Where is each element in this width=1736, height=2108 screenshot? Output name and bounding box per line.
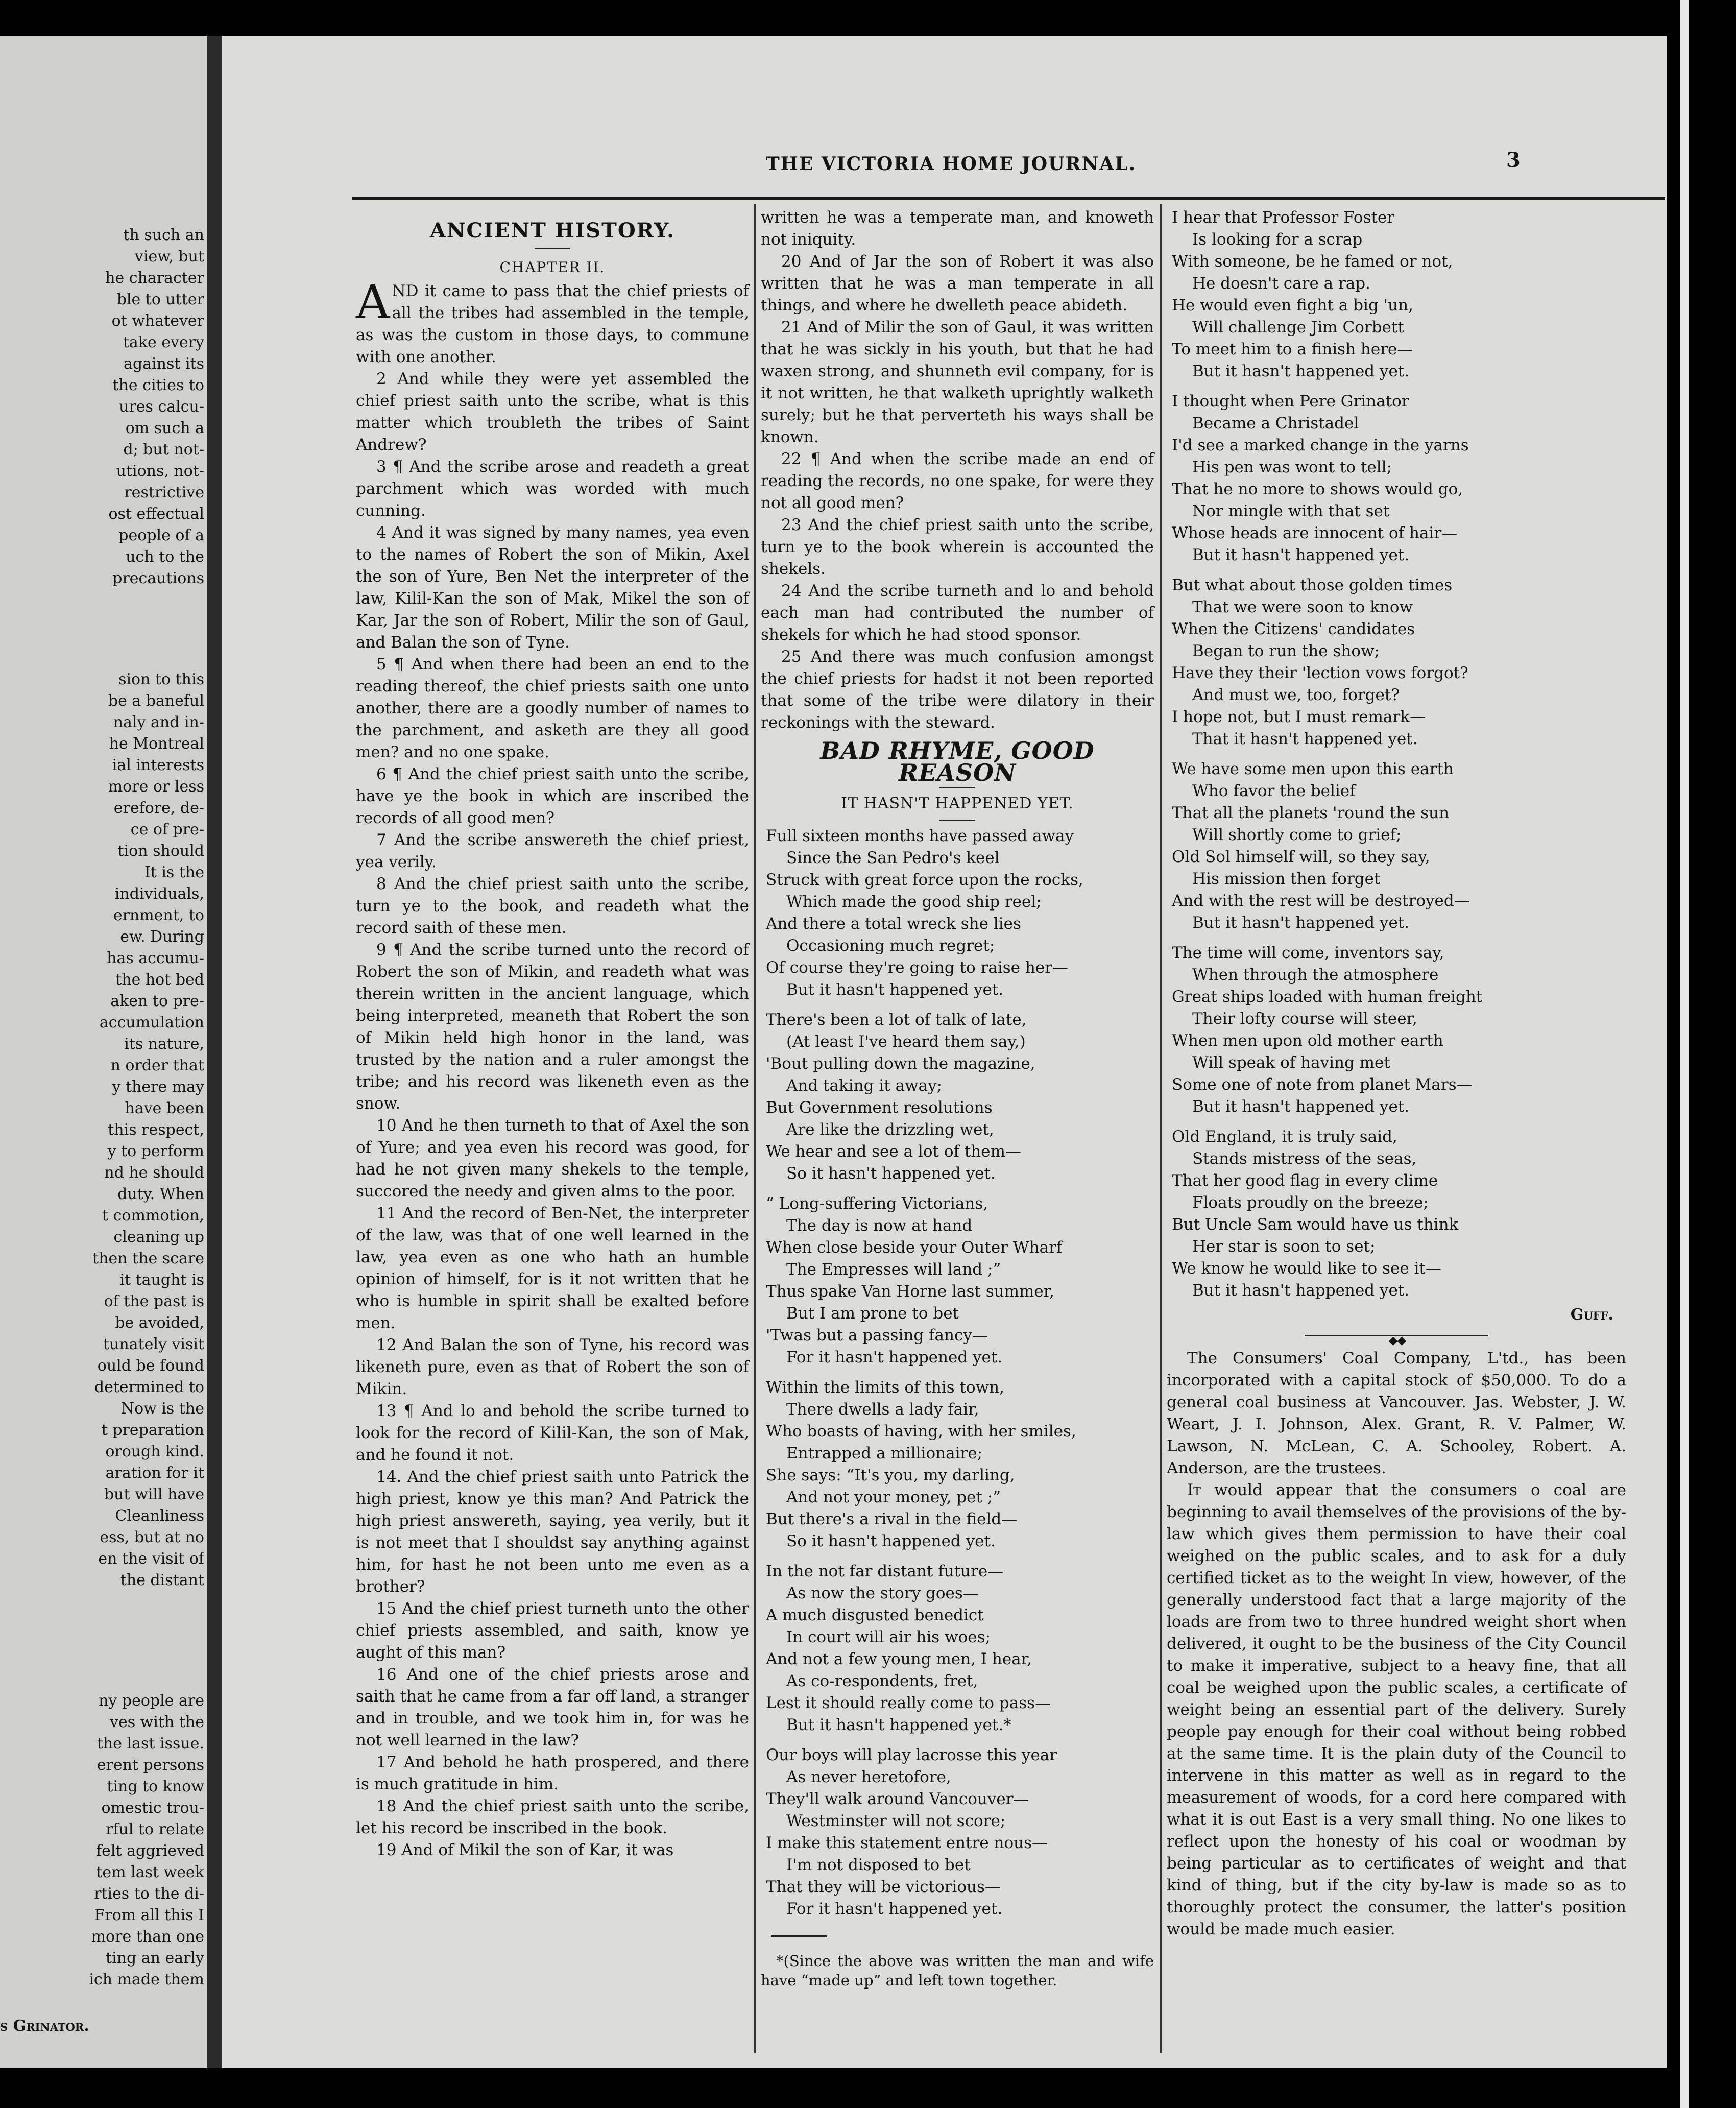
poem-line: Old Sol himself will, so they say, (1172, 848, 1430, 866)
footnote-rule (771, 1935, 827, 1937)
fragment-line: have been (125, 1099, 204, 1117)
news-body: would appear that the consumers o coal are beginning to avail themselves of the provisions of the by-law which gives them permission to have their coal weighed on the public scales, and to ask for a duly certified ticket as to the weight In view, however, of the generally understood fact that a large majority of the loads are from two to three hundred weight short when delivered, it ought to be the business of the City Council to make it imperative, subject to a heavy fine, that all coal be weighed upon the public scales, a certificate of weight being an essential part of the delivery. Surely people pay enough for their coal without being robbed at the same time. It is the plain duty of the Council to intervene in this matter as well as in regard to the measurement of woods, for a cord here compared with what it is out East is a very small thing. No one likes to reflect upon the honesty of his coal or woodman by being particular as to certificates of weight and that kind of thing, but if the city by-law is made so as to thoroughly protect the consumer, the latter's position would be made much easier. (1167, 1481, 1627, 1938)
verse: 19 And of Mikil the son of Kar, it was (376, 1841, 674, 1859)
poem-stanza (766, 1561, 1154, 1736)
footnote: *(Since the above was written the man and wife have “made up” and left town together. (761, 1952, 1154, 1989)
poem-line: His mission then forget (1192, 870, 1381, 888)
verse: 15 And the chief priest turneth unto the other chief priests assembled, and saith, know ye aught of this man? (356, 1599, 749, 1662)
fragment-line: he character (105, 269, 204, 287)
poem-stanza (1172, 574, 1626, 750)
poem-line: But there's a rival in the field— (766, 1510, 1018, 1528)
verse: 6 ¶ And the chief priest saith unto the scribe, have ye the book in which are inscribed the records of all good men? (356, 765, 749, 827)
poem-line: Our boys will play lacrosse this year (766, 1746, 1057, 1764)
poem-line: Stands mistress of the seas, (1192, 1149, 1417, 1168)
poem-line: Occasioning much regret; (786, 937, 995, 955)
fragment-line: felt aggrieved (96, 1842, 204, 1860)
fragment-line: restrictive (124, 484, 204, 501)
poem-line: A much disgusted benedict (766, 1606, 984, 1624)
fragment-line: he Montreal (109, 735, 204, 753)
fragment-line: take every (123, 333, 204, 351)
fragment-line: against its (124, 355, 204, 373)
fragment-line: ting an early (106, 1949, 204, 1967)
fragment-line: ess, but at no (100, 1528, 204, 1546)
poem-stanzas (761, 825, 1154, 1920)
fragment-line: ce of pre- (130, 821, 204, 839)
poem-stanza (766, 1744, 1154, 1920)
poem-line: Nor mingle with that set (1192, 502, 1390, 520)
verse: 24 And the scribe turneth and lo and behold each man had contributed the number of shekels for which he had stood sponsor. (761, 582, 1154, 644)
fragment-line: then the scare (92, 1250, 204, 1267)
fragment-line: d; but not- (123, 441, 204, 459)
poem-stanza (766, 825, 1154, 1001)
poem-line: Some one of note from planet Mars— (1172, 1075, 1473, 1094)
left-page-text-block-3 (0, 1690, 204, 1991)
poem-line: They'll walk around Vancouver— (766, 1790, 1029, 1808)
news-item-coal-company: The Consumers' Coal Company, L'td., has been incorporated with a capital stock of $50,000. To do a general coal business at Vancouver. Jas. Webster, J. W. Weart, J. I. Johnson, Alex. Grant, R. V. Palmer, W. Lawson, N. McLean, C. A. Schooley, Robert. A. Anderson, are the trustees. (1167, 1349, 1626, 1477)
poem-line: As never heretofore, (786, 1768, 951, 1786)
poem-line: Entrapped a millionaire; (786, 1444, 983, 1463)
fragment-line: more than one (91, 1928, 204, 1946)
fragment-line: the cities to (112, 376, 204, 394)
poem-stanza (766, 1377, 1154, 1552)
poem-line: The Empresses will land ;” (786, 1260, 1001, 1279)
fragment-line: determined to (94, 1378, 204, 1396)
poem-line: Of course they're going to raise her— (766, 959, 1068, 977)
fragment-line: ost effectual (108, 505, 204, 523)
fragment-line: ble to utter (116, 291, 204, 308)
left-page-text-block-1 (0, 225, 204, 589)
column-right (1167, 207, 1626, 1941)
fragment-line: erefore, de- (113, 799, 204, 817)
news-lead-word: It (1187, 1481, 1201, 1499)
poem-line: Which made the good ship reel; (786, 893, 1042, 911)
poem-line: Struck with great force upon the rocks, (766, 871, 1083, 889)
drop-cap: A (356, 275, 390, 329)
poem-line: That we were soon to know (1192, 598, 1413, 616)
poem-title-rule (939, 820, 975, 821)
fragment-line: tunately visit (103, 1335, 204, 1353)
fragment-line: ich made them (89, 1971, 204, 1989)
fragment-line: en the visit of (98, 1550, 204, 1568)
poem-line: When the Citizens' candidates (1172, 620, 1415, 638)
fragment-line: sion to this (118, 670, 204, 688)
fragment-line: ould be found (97, 1357, 204, 1375)
left-page-text-block-2 (0, 669, 204, 1591)
poem-line: But what about those golden times (1172, 576, 1453, 594)
poem-line: In court will air his woes; (786, 1628, 991, 1646)
verse: 3 ¶ And the scribe arose and readeth a great parchment which was worded with much cunning. (356, 458, 749, 520)
poem-line: Her star is soon to set; (1192, 1237, 1376, 1256)
verse: 23 And the chief priest saith unto the scribe, turn ye to the book wherein is accounted the shekels. (761, 516, 1154, 578)
poem-line: Became a Christadel (1192, 414, 1359, 433)
poem-line: “ Long-suffering Victorians, (766, 1194, 988, 1213)
fragment-line: but will have (104, 1486, 204, 1503)
fragment-line: t commotion, (102, 1207, 204, 1225)
verse: 25 And there was much confusion amongst the chief priests for hadst it not been reported that some of the tribe were dilatory in their reckonings with the steward. (761, 648, 1154, 732)
verse: 14. And the chief priest saith unto Patrick the high priest, know ye this man? And Patrick the high priest answereth, saying, yea verily, but it is not meet that I shouldst say anything against him, for hast he not been unto me even as a brother? (356, 1468, 749, 1596)
poem-line: Westminster will not score; (786, 1812, 1006, 1830)
fragment-line: om such a (125, 419, 204, 437)
verse: 12 And Balan the son of Tyne, his record was likeneth pure, even as that of Robert the son of Mikin. (356, 1336, 749, 1398)
poem-line: Floats proudly on the breeze; (1192, 1193, 1429, 1212)
poem-stanza (1172, 391, 1626, 566)
verse: 4 And it was signed by many names, yea even to the names of Robert the son of Mikin, Axel the son of Yure, Ben Net the interpreter of the law, Kilil-Kan the son of Mak, Mikel the son of Kar, Jar the son of Robert, Milir the son of Gaul, and Balan the son of Tyne. (356, 523, 749, 652)
fragment-line: uch to the (126, 548, 204, 566)
fragment-line: be a baneful (108, 692, 204, 710)
fragment-line: ting to know (107, 1778, 204, 1795)
poem-line: When through the atmosphere (1192, 966, 1439, 984)
chapter-heading: CHAPTER II. (499, 259, 606, 276)
fragment-line: view, but (134, 248, 204, 266)
poem-line: Will shortly come to grief; (1192, 826, 1402, 844)
poem-line: Will challenge Jim Corbett (1192, 318, 1404, 337)
fragment-line: ures calcu- (119, 398, 204, 416)
fragment-line: th such an (123, 226, 204, 244)
poem-line: The day is now at hand (786, 1216, 973, 1235)
fragment-line: accumulation (99, 1014, 204, 1032)
poem-stanza (1172, 758, 1626, 934)
poem-line: So it hasn't happened yet. (786, 1532, 996, 1550)
poem-line: I'd see a marked change in the yarns (1172, 436, 1469, 454)
column-divider (754, 204, 756, 2053)
verse: 2 And while they were yet assembled the chief priest saith unto the scribe, what is this matter which troubleth the tribes of Saint Andrew? (356, 370, 749, 454)
fragment-line: orough kind. (105, 1443, 204, 1460)
poem-line: Thus spake Van Horne last summer, (766, 1282, 1055, 1301)
poem-line: Have they their 'lection vows forgot? (1172, 664, 1468, 682)
fragment-line: It is the (144, 864, 204, 881)
title-rule (535, 248, 570, 249)
fragment-line: has accumu- (107, 949, 204, 967)
fragment-line: Cleanliness (115, 1507, 204, 1525)
poem-section-heading: BAD RHYME, GOOD REASON (820, 737, 1095, 786)
column-middle (761, 207, 1154, 1990)
poem-line: Their lofty course will steer, (1192, 1010, 1417, 1028)
fragment-line: ial interests (112, 756, 204, 774)
poem-line: I thought when Pere Grinator (1172, 392, 1409, 411)
poem-line: And there a total wreck she lies (766, 915, 1021, 933)
fragment-line: its nature, (124, 1035, 204, 1053)
poem-line: Within the limits of this town, (766, 1378, 1004, 1397)
poem-line: That all the planets 'round the sun (1172, 804, 1450, 822)
fragment-line: ew. During (120, 928, 204, 946)
poem-line: Who boasts of having, with her smiles, (766, 1422, 1076, 1441)
poem-signature: Guff. (1570, 1306, 1613, 1324)
poem-line: His pen was wont to tell; (1192, 458, 1392, 476)
header-rule (352, 197, 1665, 200)
fragment-line: ot whatever (111, 312, 204, 330)
poem-line: 'Bout pulling down the magazine, (766, 1055, 1035, 1073)
fragment-line: more or less (108, 778, 204, 796)
verse: 8 And the chief priest saith unto the scribe, turn ye to the book, and readeth what the record saith of these men. (356, 875, 749, 937)
verse: 18 And the chief priest saith unto the scribe, let his record be inscribed in the book. (356, 1797, 749, 1837)
scan-border (1667, 0, 1736, 2108)
verse: 17 And behold he hath prospered, and there is much gratitude in him. (356, 1753, 749, 1793)
verse-list-continued (761, 207, 1154, 734)
fragment-line: people of a (118, 526, 204, 544)
poem-line: And with the rest will be destroyed— (1172, 892, 1470, 910)
poem-line: That he no more to shows would go, (1172, 480, 1463, 498)
poem-line: But it hasn't happened yet. (1192, 362, 1410, 380)
heading-rule (939, 787, 975, 788)
poem-stanza (1172, 1126, 1626, 1302)
fragment-line: aken to pre- (110, 992, 204, 1010)
left-page-fragment (0, 36, 207, 2068)
poem-stanza (766, 1193, 1154, 1369)
poem-line: He would even fight a big 'un, (1172, 296, 1413, 315)
poem-line: Began to run the show; (1192, 642, 1380, 660)
poem-line: As co-respondents, fret, (786, 1672, 978, 1690)
poem-line: I hope not, but I must remark— (1172, 708, 1426, 726)
poem-line: So it hasn't happened yet. (786, 1164, 996, 1183)
verse: 5 ¶ And when there had been an end to the reading thereof, the chief priests saith one unto another, there are a goodly number of names to the parchment, and asketh are they all good men? and no one spake. (356, 655, 749, 761)
poem-line: For it hasn't happened yet. (786, 1900, 1003, 1918)
column-ancient-history (356, 207, 749, 1861)
verse: 16 And one of the chief priests arose and saith that he came from a far off land, a stranger and in trouble, and we took him in, for was he not well learned in the law? (356, 1665, 750, 1750)
poem-stanza (1172, 942, 1626, 1118)
fragment-line: precautions (112, 569, 204, 587)
poem-line: There's been a lot of talk of late, (766, 1011, 1027, 1029)
poem-line: But Uncle Sam would have us think (1172, 1215, 1459, 1234)
poem-line: But it hasn't happened yet. (1192, 1097, 1410, 1116)
poem-line: With someone, be he famed or not, (1172, 252, 1453, 271)
poem-line: We have some men upon this earth (1172, 760, 1454, 778)
section-ornament: ◆◆ (1305, 1335, 1488, 1336)
poem-line: But it hasn't happened yet. (1192, 546, 1410, 564)
fragment-line: From all this I (94, 1906, 204, 1924)
page-number: 3 (1506, 148, 1521, 172)
fragment-line: rties to the di- (94, 1885, 204, 1903)
fragment-line: tion should (117, 842, 204, 860)
poem-line: But it hasn't happened yet. (1192, 1281, 1410, 1300)
fragment-line: t preparation (101, 1421, 204, 1439)
fragment-line: be avoided, (115, 1314, 204, 1332)
poem-line: But it hasn't happened yet. (786, 980, 1004, 999)
fragment-line: the distant (120, 1571, 204, 1589)
poem-line: She says: “It's you, my darling, (766, 1466, 1015, 1484)
fragment-line: rful to relate (106, 1820, 204, 1838)
fragment-line: duty. When (117, 1185, 204, 1203)
fragment-line: tem last week (96, 1863, 204, 1881)
poem-line: We hear and see a lot of them— (766, 1142, 1021, 1161)
verse: 21 And of Milir the son of Gaul, it was written that he was sickly in his youth, but that he had waxen strong, and shunneth evil company, for is it not written, he that walketh uprightly walketh surely; but he that perverteth his ways shall be known. (761, 318, 1154, 446)
news-item-coal-weighing (1167, 1479, 1626, 1941)
poem-line: (At least I've heard them say,) (786, 1033, 1026, 1051)
poem-line: And not a few young men, I hear, (766, 1650, 1032, 1668)
verse: 11 And the record of Ben-Net, the interpreter of the law, was that of one well learned in the law, yea even as one who hath an humble opinion of himself, for is it not written that he who is humble in spirit shall be exalted before men. (356, 1204, 749, 1332)
fragment-line: aration for it (105, 1464, 204, 1482)
poem-line: I'm not disposed to bet (786, 1856, 971, 1874)
poem-title: IT HASN'T HAPPENED YET. (841, 795, 1074, 812)
poem-stanzas-continued (1167, 207, 1626, 1302)
poem-line: But I am prone to bet (786, 1304, 959, 1323)
left-page-signature: s Grinator. (0, 2017, 89, 2035)
fragment-line: Now is the (120, 1400, 204, 1418)
poem-line: Lest it should really come to pass— (766, 1694, 1051, 1712)
poem-line: There dwells a lady fair, (786, 1400, 979, 1419)
verse: 20 And of Jar the son of Robert it was also written that he was a man temperate in all things, and where he dwelleth peace abideth. (761, 252, 1154, 315)
fragment-line: this respect, (108, 1121, 204, 1139)
fragment-line: individuals, (114, 885, 204, 903)
poem-line: To meet him to a finish here— (1172, 340, 1413, 358)
article-title: ANCIENT HISTORY. (429, 219, 676, 243)
poem-line: And must we, too, forget? (1192, 686, 1400, 704)
fragment-line: y to perform (107, 1142, 204, 1160)
poem-line: When close beside your Outer Wharf (766, 1238, 1063, 1257)
column-divider (1160, 204, 1162, 2053)
poem-line: But it hasn't happened yet. (1192, 914, 1410, 932)
fragment-line: the last issue. (97, 1735, 204, 1753)
poem-line: Who favor the belief (1192, 782, 1356, 800)
poem-line: Will speak of having met (1192, 1053, 1390, 1072)
verse: 7 And the scribe answereth the chief priest, yea verily. (356, 831, 749, 871)
fragment-line: it taught is (119, 1271, 204, 1289)
poem-line: Is looking for a scrap (1192, 230, 1363, 249)
poem-line: Whose heads are innocent of hair— (1172, 524, 1458, 542)
fragment-line: utions, not- (116, 462, 204, 480)
fragment-line: n order that (110, 1057, 204, 1074)
verse: 22 ¶ And when the scribe made an end of reading the records, no one spake, for were they not all good men? (761, 450, 1154, 512)
poem-line: That her good flag in every clime (1172, 1171, 1438, 1190)
verse: 10 And he then turneth to that of Axel the son of Yure; and yea even his record was good, for had he not given many shekels to the temple, succored the needy and given alms to the poor. (356, 1116, 749, 1201)
fragment-line: ernment, to (113, 906, 204, 924)
fragment-line: cleaning up (113, 1228, 204, 1246)
fragment-line: erent persons (97, 1756, 204, 1774)
poem-line: Full sixteen months have passed away (766, 827, 1074, 845)
verse: written he was a temperate man, and knoweth not iniquity. (761, 208, 1154, 249)
verse-list (356, 368, 749, 1861)
intro-text: ND it came to pass that the chief priests of all the tribes had assembled in the temple, as was the custom in those days, to commune with one another. (356, 282, 749, 366)
poem-line: Since the San Pedro's keel (786, 849, 1000, 867)
poem-line: And not your money, pet ;” (786, 1488, 1001, 1506)
fragment-line: the hot bed (115, 971, 204, 989)
page-header-title: THE VICTORIA HOME JOURNAL. (766, 153, 1137, 175)
poem-line: That they will be victorious— (766, 1878, 1001, 1896)
book-gutter (207, 36, 222, 2068)
poem-line: The time will come, inventors say, (1172, 944, 1444, 962)
poem-line: I hear that Professor Foster (1172, 208, 1395, 227)
fragment-line: ves with the (110, 1713, 204, 1731)
fragment-line: y there may (112, 1078, 204, 1096)
poem-stanza (766, 1009, 1154, 1185)
fragment-line: of the past is (104, 1292, 204, 1310)
poem-line: Great ships loaded with human freight (1172, 988, 1483, 1006)
poem-line: Are like the drizzling wet, (786, 1120, 994, 1139)
poem-line: In the not far distant future— (766, 1562, 1004, 1580)
poem-line: But it hasn't happened yet.* (786, 1716, 1011, 1734)
poem-line: That it hasn't happened yet. (1192, 730, 1418, 748)
article-intro (356, 275, 749, 368)
fragment-line: omestic trou- (101, 1799, 204, 1817)
poem-line: But Government resolutions (766, 1098, 993, 1117)
verse: 9 ¶ And the scribe turned unto the record of Robert the son of Mikin, and readeth what was therein written in the ancient language, which being interpreted, meaneth that Robert the son of Mikin held high honor in the land, was trusted by the nation and a ruler amongst the tribe; and his record was likeneth even as the snow. (356, 941, 749, 1113)
verse: 13 ¶ And lo and behold the scribe turned to look for the record of Kilil-Kan, the son of Mak, and he found it not. (356, 1402, 749, 1464)
poem-line: He doesn't care a rap. (1192, 274, 1370, 293)
fragment-line: nd he should (104, 1164, 204, 1182)
poem-line: I make this statement entre nous— (766, 1834, 1048, 1852)
poem-stanza (1172, 207, 1626, 382)
poem-line: As now the story goes— (786, 1584, 979, 1602)
poem-line: We know he would like to see it— (1172, 1259, 1441, 1278)
poem-line: And taking it away; (786, 1076, 943, 1095)
poem-line: 'Twas but a passing fancy— (766, 1326, 988, 1345)
poem-line: Old England, it is truly said, (1172, 1128, 1397, 1146)
poem-line: When men upon old mother earth (1172, 1032, 1443, 1050)
fragment-line: naly and in- (113, 713, 204, 731)
poem-line: For it hasn't happened yet. (786, 1348, 1003, 1367)
fragment-line: ny people are (99, 1692, 204, 1710)
